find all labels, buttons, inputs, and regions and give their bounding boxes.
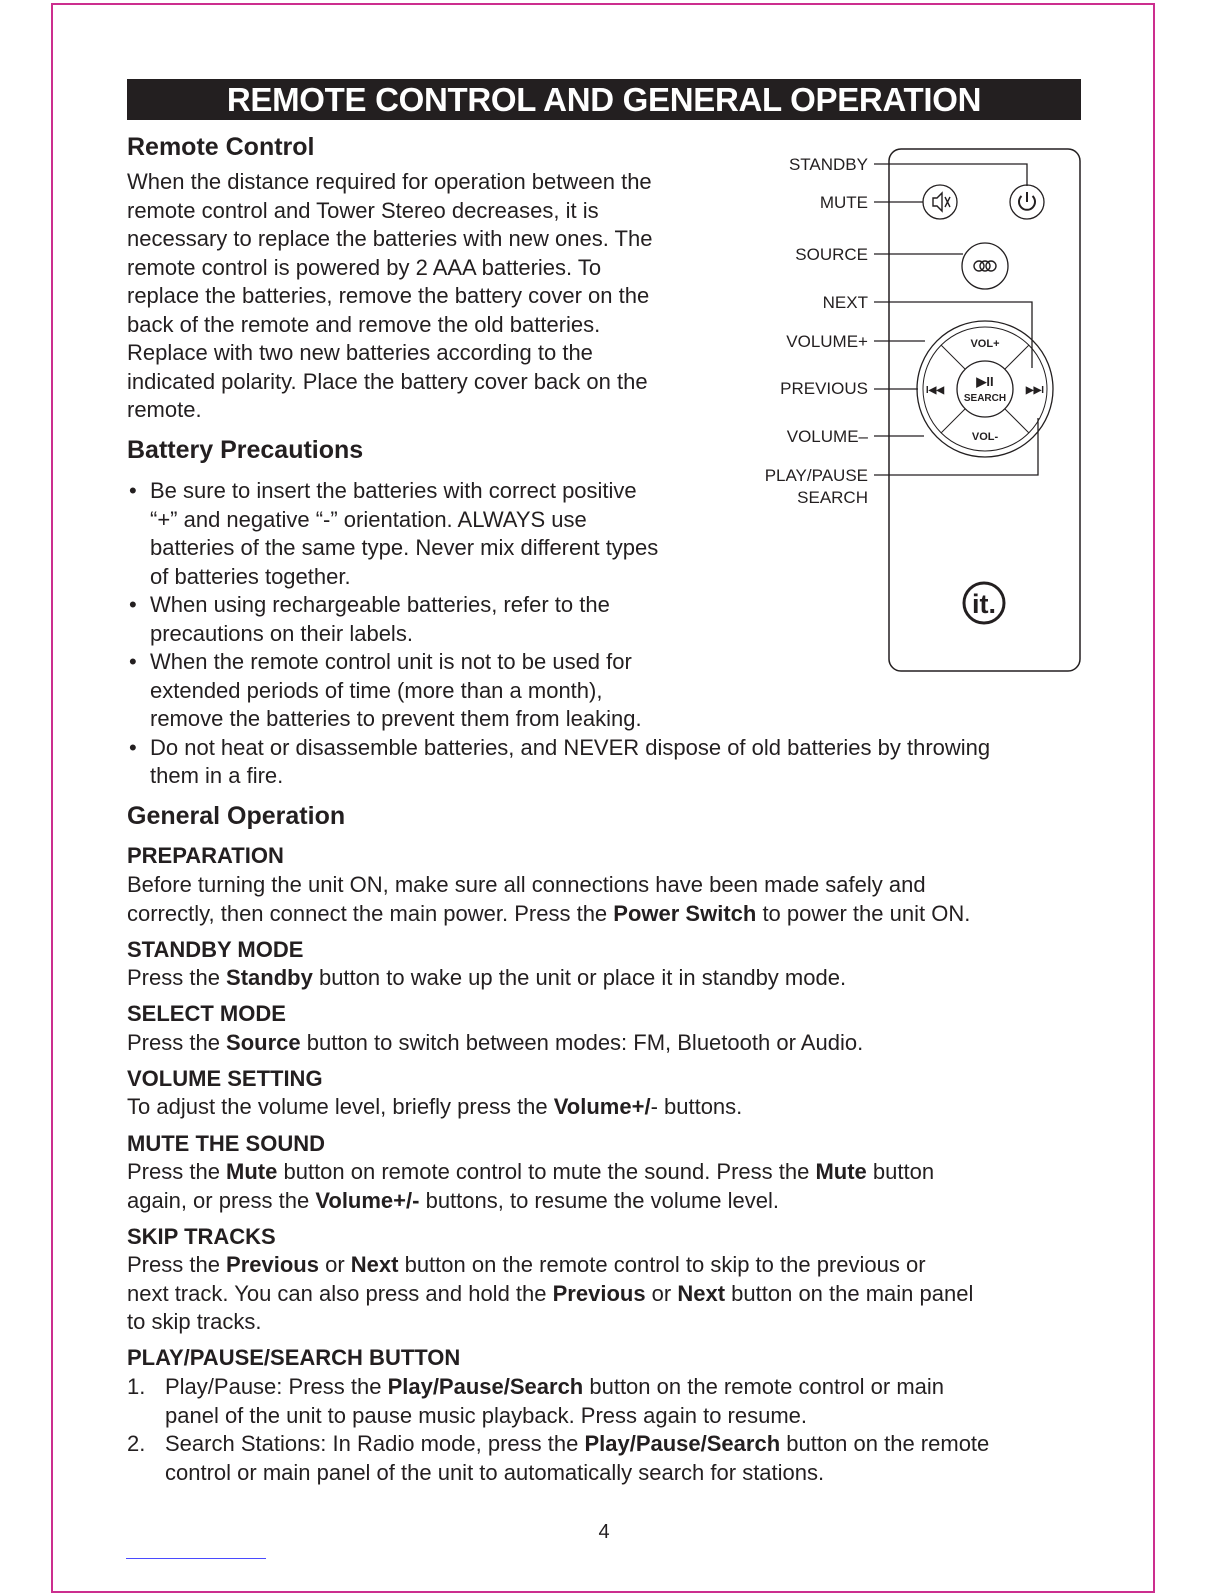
bold-term: Mute bbox=[815, 1159, 867, 1184]
text-span: again, or press the bbox=[127, 1187, 316, 1213]
mute-icon bbox=[933, 193, 950, 211]
play-pause-button-graphic bbox=[957, 361, 1013, 417]
bold-term: Play/Pause/Search bbox=[584, 1431, 781, 1456]
remote-control-diagram bbox=[740, 140, 1090, 680]
bold-term: Mute bbox=[226, 1159, 278, 1184]
battery-precautions-heading: Battery Precautions bbox=[127, 436, 364, 464]
step-number: 2. bbox=[127, 1431, 146, 1456]
skip-tracks-text bbox=[127, 1251, 1087, 1337]
bold-term: Source bbox=[226, 1030, 301, 1055]
list-item-line: extended periods of time (more than a month), bbox=[150, 677, 603, 703]
label-search: SEARCH bbox=[797, 488, 868, 507]
play-pause-icon: ▶II bbox=[976, 374, 994, 389]
list-item bbox=[127, 734, 1087, 791]
play-pause-search-steps bbox=[127, 1373, 1087, 1487]
remote-control-heading: Remote Control bbox=[127, 133, 315, 161]
text-line bbox=[165, 1373, 1087, 1402]
text-span: or bbox=[318, 1252, 351, 1277]
bold-term: Power Switch bbox=[613, 900, 757, 926]
standby-mode-text bbox=[127, 964, 1087, 993]
text-line bbox=[127, 1280, 1087, 1309]
list-item-line: them in a fire. bbox=[150, 763, 284, 788]
text-line: control or main panel of the unit to automatically search for stations. bbox=[165, 1459, 825, 1485]
remote-control-line: back of the remote and remove the old batteries. bbox=[127, 311, 601, 337]
remote-control-line: remote. bbox=[127, 397, 202, 422]
remote-control-line: indicated polarity. Place the battery cover back on the bbox=[127, 368, 648, 394]
footnote-rule bbox=[126, 1558, 266, 1559]
remote-control-line: When the distance required for operation between the bbox=[127, 169, 652, 194]
preparation-text bbox=[127, 871, 1087, 928]
text-line bbox=[165, 1430, 1087, 1459]
text-span: To adjust the volume level, briefly press the bbox=[127, 1094, 554, 1119]
label-next: NEXT bbox=[822, 293, 868, 312]
text-span: Press the bbox=[127, 1252, 227, 1277]
label-volume-minus: VOLUME– bbox=[786, 427, 868, 446]
mute-sound-heading: MUTE THE SOUND bbox=[127, 1131, 325, 1156]
brand-logo-text: it. bbox=[972, 589, 996, 619]
previous-icon: I◀◀ bbox=[925, 385, 945, 396]
bold-term: Previous bbox=[552, 1280, 646, 1306]
text-span: button on the remote control to skip to the previous or bbox=[398, 1252, 926, 1277]
page-number: 4 bbox=[598, 1521, 610, 1543]
text-line bbox=[127, 1187, 1087, 1216]
next-icon: ▶▶I bbox=[1025, 385, 1045, 396]
list-item-line: • Do not heat or disassemble batteries, and NEVER dispose of old batteries by throwing bbox=[150, 734, 991, 760]
power-icon bbox=[1019, 192, 1035, 210]
remote-control-line: necessary to replace the batteries with new ones. The bbox=[127, 226, 653, 251]
remote-control-line: remote control and Tower Stereo decreases, it is bbox=[127, 197, 599, 223]
text-span: or bbox=[645, 1280, 678, 1306]
general-operation-heading: General Operation bbox=[127, 802, 346, 830]
bold-term: Next bbox=[677, 1280, 726, 1306]
play-pause-search-heading: PLAY/PAUSE/SEARCH BUTTON bbox=[127, 1345, 461, 1370]
text-span: button on the remote control or main bbox=[583, 1374, 945, 1399]
list-item bbox=[127, 1373, 1087, 1430]
text-line: Before turning the unit ON, make sure all connections have been made safely and bbox=[127, 872, 926, 897]
text-span: Press the bbox=[127, 965, 227, 990]
remote-control-line: remote control is powered by 2 AAA batteries. To bbox=[127, 254, 602, 280]
list-item-line: precautions on their labels. bbox=[150, 620, 413, 646]
text-line: to skip tracks. bbox=[127, 1309, 262, 1334]
text-line bbox=[127, 1251, 1087, 1280]
label-volume-plus: VOLUME+ bbox=[786, 332, 868, 351]
text-line bbox=[127, 900, 1087, 929]
skip-tracks-heading: SKIP TRACKS bbox=[127, 1224, 276, 1249]
remote-control-paragraph bbox=[127, 168, 727, 425]
text-span: button bbox=[866, 1159, 935, 1184]
preparation-heading: PREPARATION bbox=[127, 843, 284, 868]
leader-lines bbox=[874, 164, 1038, 475]
text-span: button to switch between modes: FM, Bluetooth or Audio. bbox=[300, 1030, 864, 1055]
source-icon bbox=[974, 261, 996, 271]
bold-term: Volume+/- bbox=[315, 1187, 420, 1213]
bold-term: Volume+/ bbox=[553, 1094, 651, 1119]
list-item-line: remove the batteries to prevent them from leaking. bbox=[150, 706, 642, 731]
standby-mode-heading: STANDBY MODE bbox=[127, 937, 304, 962]
step-number: 1. bbox=[127, 1374, 146, 1399]
vol-plus-label: VOL+ bbox=[970, 338, 1000, 350]
bold-term: Previous bbox=[226, 1252, 319, 1277]
volume-setting-text bbox=[127, 1093, 1087, 1122]
vol-minus-label: VOL- bbox=[971, 431, 999, 443]
label-play-pause: PLAY/PAUSE bbox=[764, 466, 868, 485]
select-mode-text bbox=[127, 1029, 1087, 1058]
list-item-line: of batteries together. bbox=[150, 563, 351, 589]
page-title: REMOTE CONTROL AND GENERAL OPERATION bbox=[127, 79, 1081, 120]
label-source: SOURCE bbox=[795, 245, 868, 264]
text-span: buttons, to resume the volume level. bbox=[419, 1187, 779, 1213]
list-item-line: • Be sure to insert the batteries with correct positive bbox=[150, 478, 637, 503]
text-span: next track. You can also press and hold the bbox=[127, 1280, 553, 1306]
text-span: Play/Pause: Press the bbox=[165, 1374, 388, 1399]
bold-term: Standby bbox=[226, 965, 313, 990]
label-mute: MUTE bbox=[819, 193, 868, 212]
text-span: button on the main panel bbox=[725, 1280, 974, 1306]
search-label: SEARCH bbox=[963, 393, 1007, 404]
remote-control-line: Replace with two new batteries according to the bbox=[127, 340, 593, 365]
bold-term: Play/Pause/Search bbox=[387, 1374, 584, 1399]
select-mode-heading: SELECT MODE bbox=[127, 1001, 286, 1026]
text-span: button to wake up the unit or place it in standby mode. bbox=[312, 965, 847, 990]
source-button-graphic bbox=[962, 243, 1008, 289]
list-item bbox=[127, 1430, 1087, 1487]
list-item-line: • When using rechargeable batteries, refer to the bbox=[150, 592, 610, 617]
text-span: button on the remote bbox=[780, 1431, 990, 1456]
mute-button-graphic bbox=[923, 185, 957, 219]
text-span: Search Stations: In Radio mode, press the bbox=[165, 1431, 585, 1456]
text-line: panel of the unit to pause music playback. Press again to resume. bbox=[165, 1402, 808, 1428]
text-span: Press the bbox=[127, 1159, 227, 1184]
remote-control-line: replace the batteries, remove the battery cover on the bbox=[127, 283, 650, 308]
bold-term: Next bbox=[350, 1252, 399, 1277]
list-item-line: batteries of the same type. Never mix different types bbox=[150, 535, 659, 560]
label-standby: STANDBY bbox=[788, 155, 868, 174]
mute-sound-text bbox=[127, 1158, 1087, 1215]
dpad-dividers bbox=[941, 345, 1029, 433]
list-item-line: • When the remote control unit is not to be used for bbox=[150, 649, 632, 674]
list-item-line: “+” and negative “-” orientation. ALWAYS use bbox=[150, 506, 587, 532]
label-previous: PREVIOUS bbox=[780, 379, 868, 398]
text-span: Press the bbox=[127, 1030, 227, 1055]
volume-setting-heading: VOLUME SETTING bbox=[127, 1066, 323, 1091]
text-span: correctly, then connect the main power. Press the bbox=[127, 900, 614, 926]
text-span: to power the unit ON. bbox=[756, 900, 971, 926]
text-span: button on remote control to mute the sound. Press the bbox=[277, 1159, 816, 1184]
text-span: - buttons. bbox=[650, 1094, 743, 1119]
text-line bbox=[127, 1158, 1087, 1187]
